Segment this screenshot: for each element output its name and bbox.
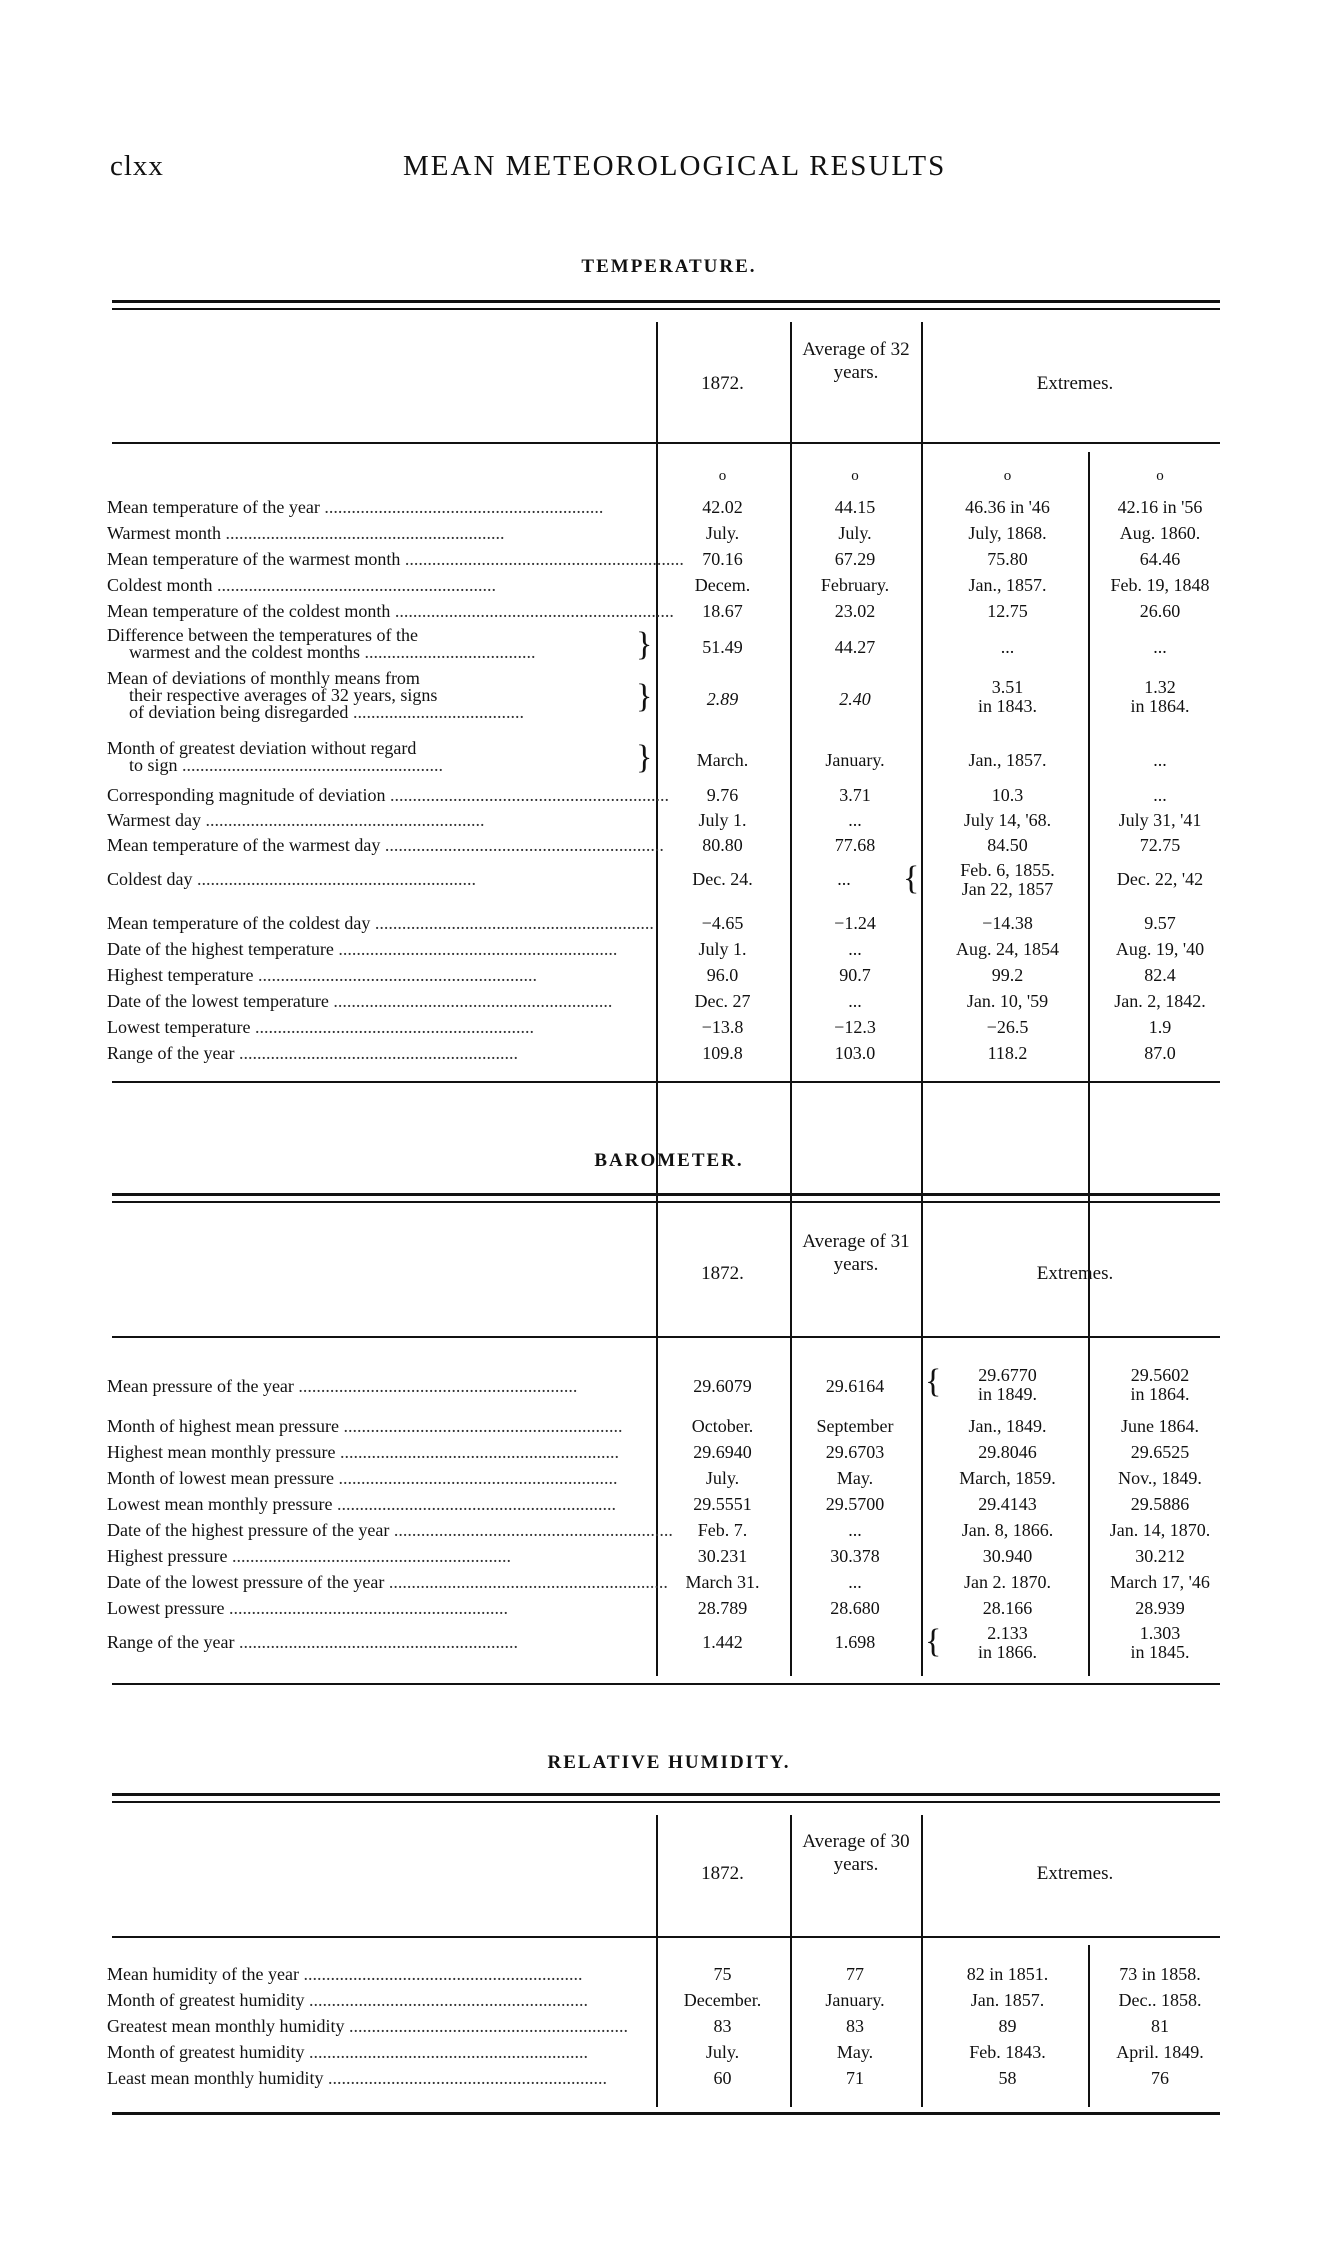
cell-1872: 9.76 (706, 785, 739, 805)
cell-extreme-low: 81 (1151, 2016, 1169, 2036)
cell-extreme-low: March 17, '46 (1110, 1572, 1210, 1592)
row-label: Month of lowest mean pressure .............................................................. (107, 1468, 618, 1488)
cell-extreme-low: Feb. 19, 1848 (1110, 575, 1210, 595)
row-label: Date of the highest pressure of the year .............................................................. (107, 1520, 673, 1540)
divider (921, 1815, 923, 2107)
row-label: Month of greatest humidity .............................................................. (107, 1990, 588, 2010)
cell-average: 83 (846, 2016, 864, 2036)
column-header-1872: 1872. (701, 1863, 744, 1884)
cell-average: 29.6164 (825, 1376, 885, 1396)
row-label: Range of the year .............................................................. (107, 1043, 518, 1063)
row-label: Lowest pressure .............................................................. (107, 1598, 508, 1618)
column-header-1872: 1872. (701, 1263, 744, 1284)
cell-extreme-low: Dec.. 1858. (1118, 1990, 1202, 2010)
cell-extreme-low: Aug. 1860. (1119, 523, 1201, 543)
table-row (0, 1622, 1338, 1666)
table-row (0, 1362, 1338, 1406)
cell-extreme-low: 1.32 in 1864. (1130, 677, 1190, 716)
cell-1872: Dec. 24. (692, 869, 753, 889)
cell-extreme-low: 29.5886 (1130, 1494, 1190, 1514)
cell-extreme-high: Jan. 10, '59 (966, 991, 1049, 1011)
cell-1872: July 1. (698, 939, 747, 959)
cell-1872: Dec. 27 (694, 991, 751, 1011)
table-row (0, 860, 1338, 900)
cell-extreme-high: July, 1868. (968, 523, 1047, 543)
brace-icon: } (636, 678, 653, 715)
cell-extreme-low: Aug. 19, '40 (1115, 939, 1205, 959)
cell-1872: 109.8 (702, 1043, 743, 1063)
brace-icon: { (903, 860, 920, 897)
cell-extreme-low: 87.0 (1144, 1043, 1176, 1063)
cell-extreme-high: 28.166 (982, 1598, 1033, 1618)
cell-extreme-high: 82 in 1851. (966, 1964, 1049, 1984)
row-label: Warmest month .............................................................. (107, 523, 505, 543)
cell-1872: 60 (713, 2068, 732, 2088)
cell-extreme-low: July 31, '41 (1118, 810, 1202, 830)
degree-mark: o (851, 468, 859, 484)
row-label: Month of greatest humidity .............................................................. (107, 2042, 588, 2062)
cell-1872: 83 (713, 2016, 732, 2036)
divider (112, 1801, 1220, 1803)
row-label: Month of greatest deviation without regard to sign .......................................................... (107, 738, 444, 775)
cell-1872: March 31. (685, 1572, 760, 1592)
cell-average: 30.378 (830, 1546, 880, 1566)
cell-average: January. (825, 1990, 885, 2010)
cell-average: 77 (846, 1964, 864, 1984)
cell-extreme-low: ... (1153, 637, 1167, 657)
cell-average: May. (836, 1468, 874, 1488)
cell-extreme-high: March, 1859. (959, 1468, 1056, 1488)
cell-1872: 80.80 (702, 835, 743, 855)
cell-average: ... (848, 991, 862, 1011)
row-label: Coldest month .............................................................. (107, 575, 497, 595)
divider (112, 308, 1220, 310)
cell-extreme-high: Jan. 8, 1866. (961, 1520, 1054, 1540)
row-label: Date of the lowest pressure of the year .............................................................. (107, 1572, 668, 1592)
row-label: Mean temperature of the coldest day .............................................................. (107, 913, 654, 933)
cell-average: 2.40 (839, 689, 871, 709)
cell-1872: 29.5551 (693, 1494, 752, 1514)
cell-1872: 96.0 (706, 965, 739, 985)
row-label: Mean of deviations of monthly means from their respective averages of 32 years, signs of deviation being disregarded ...................................... (107, 668, 524, 722)
row-label: Coldest day .............................................................. (107, 869, 476, 889)
cell-extreme-low: Jan. 2, 1842. (1114, 991, 1206, 1011)
divider (790, 1214, 792, 1676)
cell-1872: July. (705, 2042, 740, 2062)
row-label: Mean pressure of the year .............................................................. (107, 1376, 578, 1396)
row-label: Mean humidity of the year .............................................................. (107, 1964, 583, 1984)
cell-extreme-low: 29.6525 (1130, 1442, 1190, 1462)
cell-extreme-low: 30.212 (1135, 1546, 1185, 1566)
cell-average: May. (836, 2042, 874, 2062)
divider (112, 1201, 1220, 1203)
cell-extreme-low: 1.9 (1148, 1017, 1172, 1037)
cell-extreme-low: 73 in 1858. (1119, 1964, 1201, 1984)
row-label: Highest mean monthly pressure .............................................................. (107, 1442, 619, 1462)
cell-1872: 29.6940 (693, 1442, 752, 1462)
cell-extreme-low: 26.60 (1139, 601, 1181, 621)
cell-1872: July 1. (698, 810, 747, 830)
cell-extreme-low: 1.303 in 1845. (1130, 1623, 1190, 1662)
cell-extreme-low: 42.16 in '56 (1117, 497, 1203, 517)
divider (112, 442, 1220, 444)
cell-1872: December. (683, 1990, 762, 2010)
row-label: Difference between the temperatures of the warmest and the coldest months ...................................... (107, 625, 536, 662)
cell-1872: July. (705, 523, 740, 543)
row-label: Highest temperature .............................................................. (107, 965, 537, 985)
divider (112, 1193, 1220, 1196)
cell-1872: 51.49 (702, 637, 743, 657)
column-header-extremes: Extremes. (1036, 1863, 1114, 1884)
cell-extreme-high: −26.5 (986, 1017, 1029, 1037)
row-label: Lowest temperature .............................................................. (107, 1017, 534, 1037)
cell-1872: 30.231 (697, 1546, 748, 1566)
row-label: Mean temperature of the year .............................................................. (107, 497, 604, 517)
cell-extreme-high: July 14, '68. (963, 810, 1052, 830)
cell-extreme-low: 29.5602 in 1864. (1130, 1365, 1190, 1404)
cell-extreme-high: 10.3 (991, 785, 1024, 805)
table-row (0, 740, 1338, 778)
cell-average: September (816, 1416, 894, 1436)
table-row (0, 670, 1338, 726)
cell-extreme-high: Jan., 1849. (968, 1416, 1047, 1436)
cell-1872: October. (691, 1416, 754, 1436)
brace-icon: { (925, 1363, 942, 1400)
cell-average: ... (848, 1572, 862, 1592)
running-title: MEAN METEOROLOGICAL RESULTS (403, 150, 947, 182)
row-label: Highest pressure .............................................................. (107, 1546, 511, 1566)
cell-1872: −4.65 (701, 913, 744, 933)
cell-extreme-high: 89 (998, 2016, 1017, 2036)
cell-average: 1.698 (834, 1632, 876, 1652)
cell-extreme-low: Dec. 22, '42 (1116, 869, 1204, 889)
section-title: RELATIVE HUMIDITY. (547, 1752, 791, 1773)
degree-mark: o (718, 468, 727, 484)
cell-average: ... (837, 869, 851, 889)
cell-extreme-high: 29.6770 in 1849. (977, 1365, 1037, 1404)
cell-extreme-low: June 1864. (1121, 1416, 1199, 1436)
column-header-average: Average of 32 years. (802, 339, 910, 383)
cell-average: 67.29 (834, 549, 876, 569)
cell-extreme-high: 2.133 in 1866. (977, 1623, 1037, 1662)
cell-1872: 18.67 (702, 601, 743, 621)
cell-1872: 1.442 (702, 1632, 743, 1652)
cell-average: 23.02 (834, 601, 876, 621)
column-header-extremes: Extremes. (1036, 1263, 1114, 1284)
row-label: Date of the lowest temperature .............................................................. (107, 991, 613, 1011)
cell-1872: Decem. (694, 575, 751, 595)
cell-extreme-high: 30.940 (982, 1546, 1033, 1566)
cell-average: 77.68 (834, 835, 876, 855)
cell-average: 28.680 (830, 1598, 880, 1618)
row-label: Date of the highest temperature .............................................................. (107, 939, 618, 959)
cell-extreme-high: 84.50 (987, 835, 1028, 855)
cell-average: 44.27 (834, 637, 876, 657)
divider (112, 1793, 1220, 1796)
cell-extreme-high: 99.2 (991, 965, 1024, 985)
cell-average: −12.3 (834, 1017, 876, 1037)
row-label: Range of the year .............................................................. (107, 1632, 518, 1652)
cell-extreme-high: 29.4143 (978, 1494, 1037, 1514)
cell-extreme-high: 58 (998, 2068, 1017, 2088)
divider (112, 1683, 1220, 1685)
row-label: Greatest mean monthly humidity .............................................................. (107, 2016, 628, 2036)
brace-icon: } (636, 739, 653, 776)
cell-average: 90.7 (839, 965, 871, 985)
degree-mark: o (1003, 468, 1012, 484)
divider (656, 1815, 658, 2107)
cell-average: 71 (846, 2068, 864, 2088)
cell-average: −1.24 (834, 913, 876, 933)
cell-extreme-low: 82.4 (1144, 965, 1176, 985)
cell-extreme-low: Jan. 14, 1870. (1109, 1520, 1211, 1540)
cell-extreme-high: 29.8046 (978, 1442, 1037, 1462)
column-header-average: Average of 31 years. (802, 1231, 910, 1275)
cell-extreme-high: Jan 2. 1870. (964, 1572, 1051, 1592)
cell-extreme-high: Aug. 24, 1854 (956, 939, 1059, 959)
row-label: Month of highest mean pressure .............................................................. (107, 1416, 623, 1436)
cell-1872: Feb. 7. (697, 1520, 748, 1540)
cell-extreme-high: Feb. 1843. (969, 2042, 1046, 2062)
section-title: BAROMETER. (594, 1150, 744, 1171)
cell-extreme-high: Feb. 6, 1855. Jan 22, 1857 (960, 860, 1055, 899)
cell-average: ... (848, 1520, 862, 1540)
degree-mark: o (1156, 468, 1164, 484)
row-label: Mean temperature of the coldest month .............................................................. (107, 601, 674, 621)
column-header-extremes: Extremes. (1036, 373, 1114, 394)
cell-1872: 42.02 (702, 497, 743, 517)
cell-average: ... (848, 939, 862, 959)
row-label: Corresponding magnitude of deviation .............................................................. (107, 785, 669, 805)
cell-1872: 75 (713, 1964, 732, 1984)
cell-1872: 70.16 (702, 549, 743, 569)
column-header-average: Average of 30 years. (802, 1831, 910, 1875)
cell-extreme-low: 9.57 (1144, 913, 1176, 933)
divider (921, 1214, 923, 1676)
cell-1872: 28.789 (697, 1598, 748, 1618)
row-label: Mean temperature of the warmest day .............................................................. (107, 835, 664, 855)
cell-average: 29.6703 (825, 1442, 885, 1462)
cell-extreme-high: ... (1000, 637, 1015, 657)
row-label: Warmest day .............................................................. (107, 810, 485, 830)
divider (112, 300, 1220, 303)
cell-extreme-low: ... (1153, 785, 1167, 805)
cell-extreme-low: 28.939 (1135, 1598, 1185, 1618)
cell-1872: 2.89 (706, 689, 739, 709)
cell-extreme-low: 76 (1151, 2068, 1169, 2088)
cell-extreme-high: −14.38 (982, 913, 1033, 933)
cell-extreme-high: 75.80 (987, 549, 1028, 569)
cell-1872: July. (705, 1468, 740, 1488)
cell-extreme-high: Jan., 1857. (968, 575, 1047, 595)
table-row (0, 627, 1338, 665)
page-number: clxx (110, 150, 164, 182)
cell-1872: March. (696, 750, 749, 770)
cell-average: January. (825, 750, 885, 770)
cell-extreme-low: Nov., 1849. (1118, 1468, 1202, 1488)
cell-extreme-low: ... (1153, 750, 1167, 770)
row-label: Least mean monthly humidity .............................................................. (107, 2068, 607, 2088)
divider (656, 1214, 658, 1676)
cell-average: July. (838, 523, 872, 543)
column-header-1872: 1872. (701, 373, 744, 394)
brace-icon: } (636, 626, 653, 663)
cell-extreme-high: 12.75 (987, 601, 1028, 621)
divider (112, 1936, 1220, 1938)
divider (790, 1815, 792, 2107)
cell-extreme-low: 64.46 (1139, 549, 1181, 569)
cell-extreme-high: Jan. 1857. (970, 1990, 1045, 2010)
cell-1872: 29.6079 (693, 1376, 752, 1396)
cell-extreme-high: 3.51 in 1843. (977, 677, 1037, 716)
divider (112, 1336, 1220, 1338)
cell-average: 44.15 (834, 497, 876, 517)
cell-average: 103.0 (834, 1043, 876, 1063)
cell-extreme-high: Jan., 1857. (968, 750, 1047, 770)
divider (112, 1081, 1220, 1083)
cell-average: 29.5700 (825, 1494, 885, 1514)
cell-average: ... (848, 810, 862, 830)
cell-1872: −13.8 (701, 1017, 744, 1037)
divider (112, 2112, 1220, 2115)
cell-average: February. (820, 575, 890, 595)
row-label: Mean temperature of the warmest month .............................................................. (107, 549, 684, 569)
row-label: Lowest mean monthly pressure .............................................................. (107, 1494, 616, 1514)
cell-average: 3.71 (839, 785, 871, 805)
brace-icon: { (925, 1623, 942, 1660)
cell-extreme-high: 46.36 in '46 (965, 497, 1050, 517)
section-title: TEMPERATURE. (581, 256, 757, 277)
cell-extreme-low: 72.75 (1139, 835, 1181, 855)
cell-extreme-high: 118.2 (987, 1043, 1028, 1063)
cell-extreme-low: April. 1849. (1116, 2042, 1204, 2062)
